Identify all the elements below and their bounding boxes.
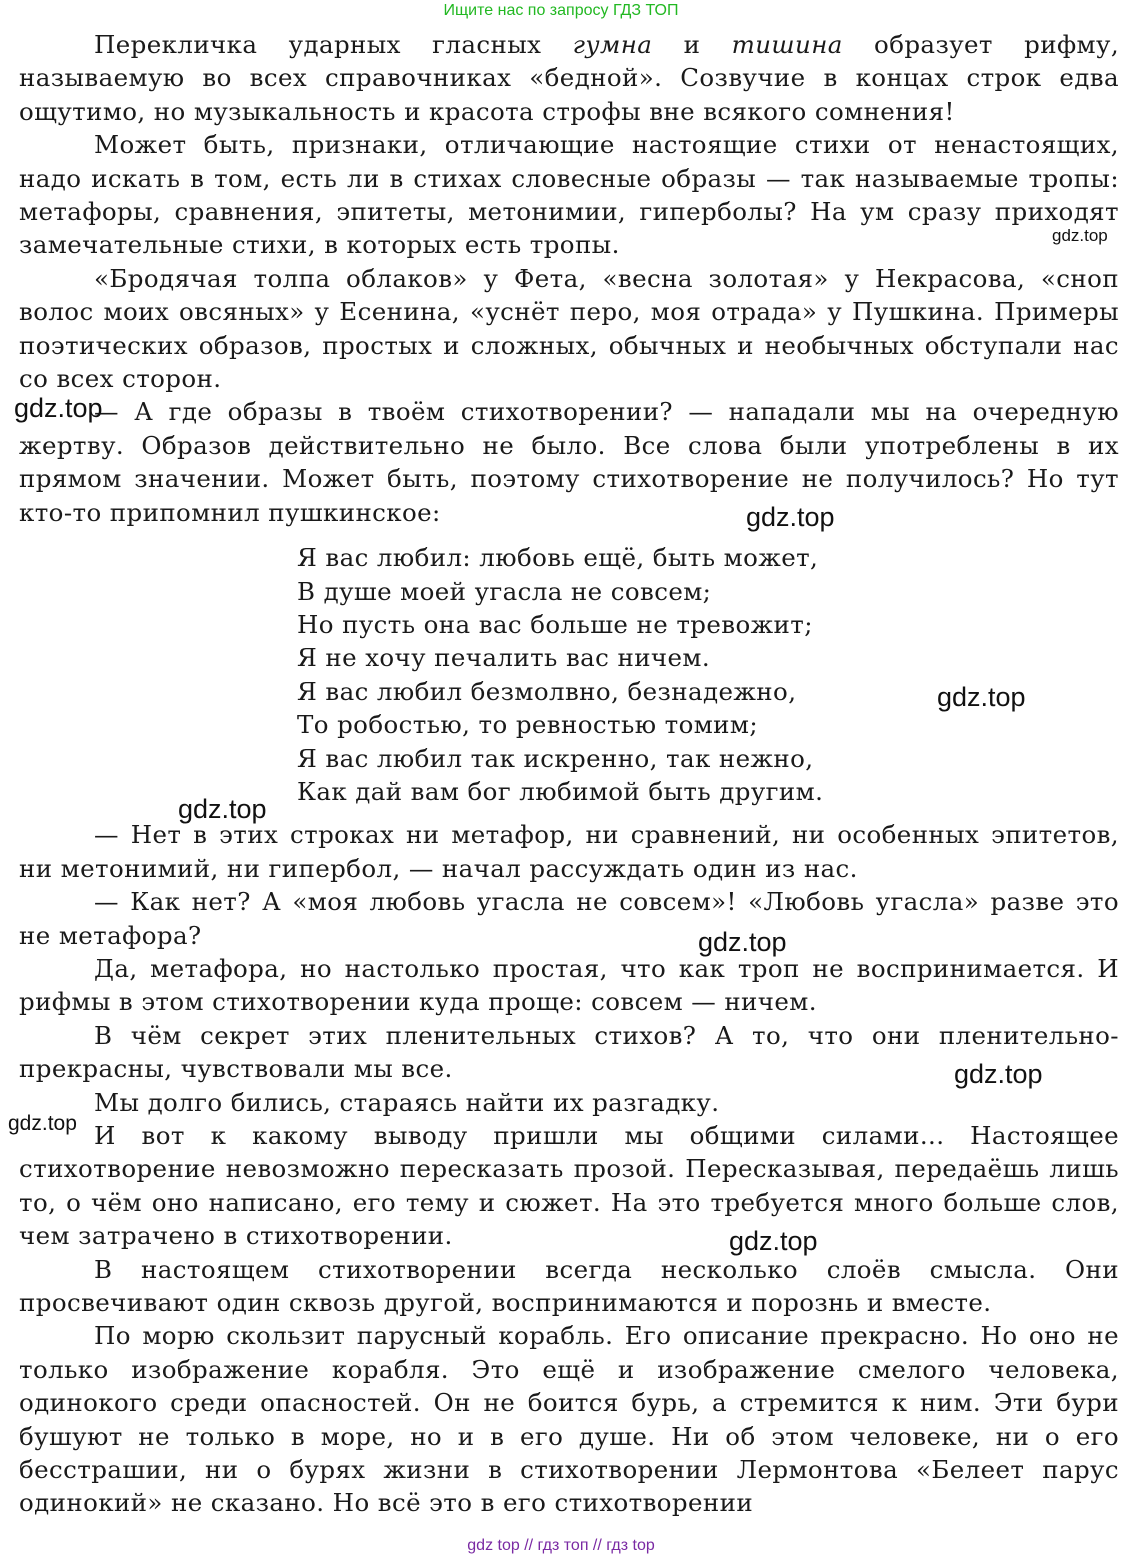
paragraph-12: По морю скользит парусный корабль. Его описание прекрасно. Но оно не только изображение корабля. Это ещё и изображение смелого человека, одинокого среди опасностей. Он не боится бурь, а стремится к ним. Эти бури бушуют не только в море, но и в его душе. Ни об этом человеке, ни о его бесстрашии, ни о бурях жизни в стихотворении Лермонтова «Белеет парус одинокий» не сказано. Но всё это в его стихотворении (19, 1321, 1119, 1518)
watermark: gdz.top (729, 1226, 818, 1256)
header-banner[interactable]: Ищите нас по запросу ГДЗ ТОП (443, 2, 679, 19)
paragraph-1-text-b: и (652, 30, 732, 59)
paragraph-4: — А где образы в твоём стихотворении? — нападали мы на очередную жертву. Образов действительно не было. Все слова были употреблены в их прямом значении. Может быть, поэтому стихотворение не получилось? Но тут кто-то припомнил пушкинское: (19, 397, 1119, 527)
footer-links[interactable]: gdz top // гдз топ // гдз top (467, 1537, 655, 1554)
text-page (19, 28, 1119, 1520)
paragraph-1-italic-2: тишина (731, 30, 843, 59)
watermark: gdz.top (698, 927, 787, 957)
paragraph-6: — Как нет? А «моя любовь угасла не совсем»! «Любовь угасла» разве это не метафора? (19, 887, 1119, 950)
paragraph-5: — Нет в этих строках ни метафор, ни сравнений, ни особенных эпитетов, ни метонимий, ни гипербол, — начал рассуждать один из нас. (19, 820, 1119, 883)
paragraph-3: «Бродячая толпа облаков» у Фета, «весна золотая» у Некрасова, «сноп волос моих овсяных» у Есенина, «уснёт перо, моя отрада» у Пушкина. Примеры поэтических образов, простых и сложных, обычных и необычных обступали нас со всех сторон. (19, 263, 1119, 394)
poem-line: Я вас любил безмолвно, безнадежно, (297, 676, 797, 706)
poem-line: Как дай вам бог любимой быть другим. (297, 776, 824, 806)
paragraph-8: В чём секрет этих пленительных стихов? А то, что они пленительно-прекрасны, чувствовали мы все. (19, 1020, 1119, 1084)
watermark: gdz.top (14, 393, 103, 423)
paragraph-7: Да, метафора, но настолько простая, что как троп не воспринимается. И рифмы в этом стихотворении куда проще: совсем — ничем. (19, 953, 1119, 1017)
paragraph-1-italic-1: гумна (572, 30, 653, 59)
watermark: gdz.top (8, 1112, 77, 1135)
poem-line: В душе моей угасла не совсем; (297, 576, 712, 606)
poem-line: То робостью, то ревностью томим; (297, 710, 759, 740)
watermark: gdz.top (178, 794, 267, 824)
watermark: gdz.top (746, 502, 835, 532)
watermark: gdz.top (954, 1059, 1043, 1089)
watermark: gdz.top (937, 682, 1026, 712)
paragraph-1-text-a: Перекличка ударных гласных (94, 30, 573, 59)
poem-line: Я не хочу печалить вас ничем. (297, 643, 711, 673)
poem-line: Но пусть она вас больше не тревожит; (297, 609, 813, 639)
poem-line: Я вас любил так искренно, так нежно, (297, 743, 814, 773)
poem (297, 541, 1119, 808)
paragraph-10: И вот к какому выводу пришли мы общими силами... Настоящее стихотворение невозможно пересказать прозой. Пересказывая, передаёшь лишь то, о чём оно написано, его тему и сюжет. На это требуется много больше слов, чем затрачено в стихотворении. (19, 1121, 1119, 1251)
paragraph-2: Может быть, признаки, отличающие настоящие стихи от ненастоящих, надо искать в том, есть ли в стихах словесные образы — так называемые тропы: метафоры, сравнения, эпитеты, метонимии, гиперболы? На ум сразу приходят замечательные стихи, в которых есть тропы. (19, 130, 1119, 260)
paragraph-1 (19, 28, 1119, 128)
watermark: gdz.top (1052, 226, 1108, 245)
poem-line: Я вас любил: любовь ещё, быть может, (297, 543, 819, 573)
paragraph-11: В настоящем стихотворении всегда несколько слоёв смысла. Они просвечивают один сквозь другой, воспринимаются и порознь и вместе. (19, 1254, 1119, 1318)
paragraph-9: Мы долго бились, стараясь найти их разгадку. (94, 1087, 720, 1117)
paragraph-1-text-c: образует рифму, называемую во всех справочниках «бедной». Созвучие в концах строк едва ощутимо, но музыкальность и красота строфы вне всякого сомнения! (19, 30, 1120, 126)
